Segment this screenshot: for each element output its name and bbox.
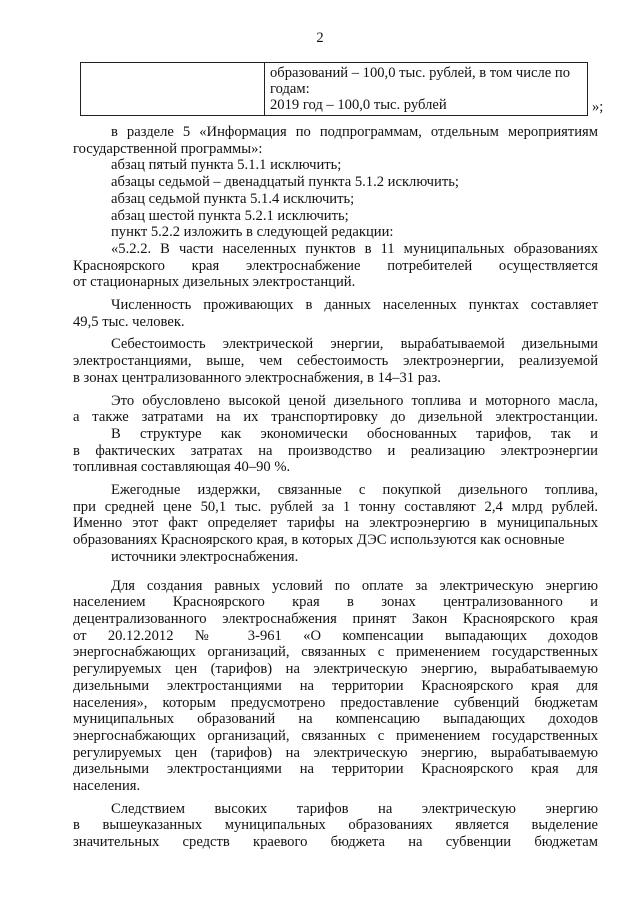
table-empty-cell: [81, 63, 265, 116]
text-line: В структуре как экономически обоснованных тарифов, так и: [111, 425, 598, 442]
document-body: [73, 124, 598, 851]
text-line: государственной программы»:: [73, 140, 263, 157]
text-line: населения», которым предусмотрено предоставление субвенций бюджетам: [73, 694, 598, 711]
text-line: Численность проживающих в данных населенных пунктах составляет: [111, 297, 598, 314]
text-line: энергоснабжающих организаций, связанных с применением государственных: [73, 644, 598, 661]
table-line: 2019 год – 100,0 тыс. рублей: [270, 97, 447, 113]
program-table-fragment: [80, 62, 588, 116]
text-line: в фактических затратах на производство и реализацию электроэнергии: [73, 442, 598, 459]
text-line: абзац пятый пункта 5.1.1 исключить;: [111, 157, 342, 174]
text-line: абзац шестой пункта 5.2.1 исключить;: [111, 207, 349, 224]
table-line: годам:: [270, 81, 310, 97]
text-line: пункт 5.2.2 изложить в следующей редакции:: [111, 224, 394, 241]
text-line: населением Красноярского края в зонах централизованного и: [73, 594, 598, 611]
text-line: 49,5 тыс. человек.: [73, 313, 185, 330]
text-line: населения.: [73, 778, 141, 795]
text-line: в зонах централизованного электроснабжения, в 14–31 раз.: [73, 369, 441, 386]
text-line: от 20.12.2012 № 3-961 «О компенсации выпадающих доходов: [73, 627, 598, 644]
text-line: а также затратами на их транспортировку до дизельной электростанции.: [73, 409, 598, 426]
text-line: в разделе 5 «Информация по подпрограммам, отдельным мероприятиям: [111, 124, 598, 140]
text-line: Это обусловлено высокой ценой дизельного топлива и моторного масла,: [111, 392, 598, 409]
text-line: Именно этот факт определяет тарифы на электроэнергию в муниципальных: [73, 515, 598, 532]
text-line: дизельными электростанциями на территории Красноярского края для: [73, 677, 598, 694]
text-line: Для создания равных условий по оплате за электрическую энергию: [111, 577, 598, 594]
text-line: Красноярского края электроснабжение потребителей осуществляется: [73, 257, 598, 274]
text-line: регулируемых цен (тарифов) на электрическую энергию, вырабатываемую: [73, 744, 598, 761]
text-line: источники электроснабжения.: [111, 548, 299, 565]
text-line: образованиях Красноярского края, в которых ДЭС используются как основные: [73, 532, 565, 549]
closing-quote-mark: »;: [592, 99, 604, 115]
text-line: регулируемых цен (тарифов) на электрическую энергию, вырабатываемую: [73, 661, 598, 678]
text-line: Ежегодные издержки, связанные с покупкой дизельного топлива,: [111, 482, 598, 499]
table-line: образований – 100,0 тыс. рублей, в том числе по: [270, 65, 571, 81]
text-line: при средней цене 50,1 тыс. рублей за 1 тонну составляют 2,4 млрд рублей.: [73, 498, 598, 515]
text-line: Следствием высоких тарифов на электрическую энергию: [111, 800, 598, 817]
text-line: муниципальных образований на компенсацию выпадающих доходов: [73, 711, 598, 728]
text-line: в вышеуказанных муниципальных образованиях является выделение: [73, 817, 598, 834]
text-line: Себестоимость электрической энергии, вырабатываемой дизельными: [111, 336, 598, 353]
text-line: абзацы седьмой – двенадцатый пункта 5.1.2 исключить;: [111, 174, 459, 191]
text-line: энергоснабжающих организаций, связанных с применением государственных: [73, 727, 598, 744]
text-line: «5.2.2. В части населенных пунктов в 11 муниципальных образованиях: [111, 240, 598, 257]
text-line: абзац седьмой пункта 5.1.4 исключить;: [111, 190, 355, 207]
page-number: 2: [316, 30, 324, 46]
text-line: топливная составляющая 40–90 %.: [73, 459, 291, 476]
table-content-cell: [265, 63, 588, 116]
text-line: дизельными электростанциями на территории Красноярского края для: [73, 761, 598, 778]
text-line: электростанциями, выше, чем себестоимость электроэнергии, реализуемой: [73, 353, 598, 370]
text-line: от стационарных дизельных электростанций.: [73, 274, 356, 291]
text-line: децентрализованного электроснабжения принят Закон Красноярского края: [73, 610, 598, 627]
text-line: значительных средств краевого бюджета на субвенции бюджетам: [73, 834, 598, 851]
